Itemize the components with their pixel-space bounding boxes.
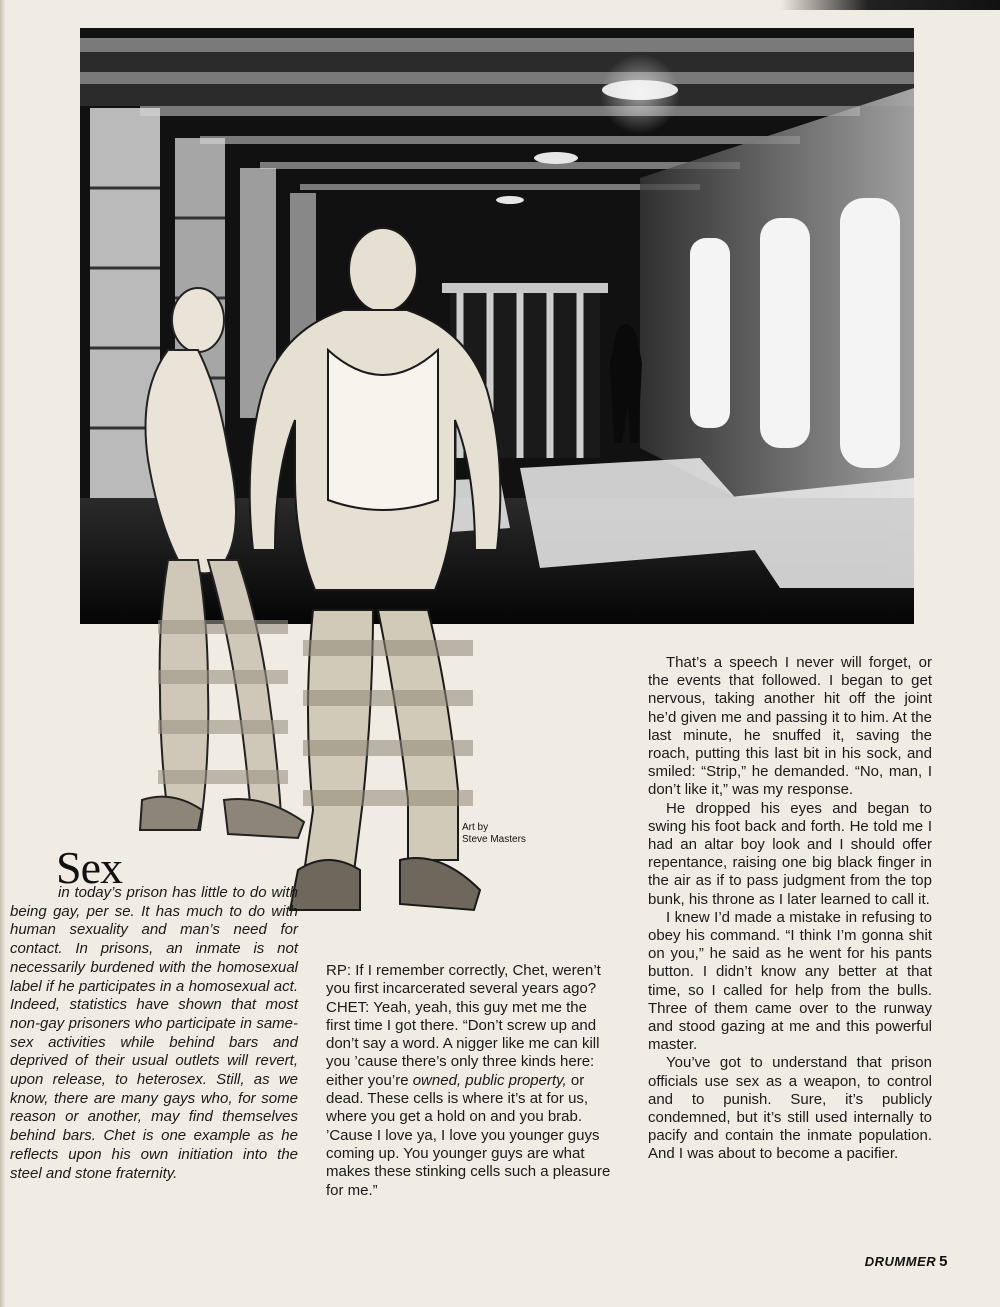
article-heading: Sex <box>56 842 122 893</box>
art-credit-line-1: Art by <box>462 822 489 833</box>
story-paragraph: He dropped his eyes and began to swing his foot back and forth. He told me I had an altar boy look and I should offer repentance, raising one big black finger in the air as if to pass judgment from the top bunk, his throne as I later learned to call it. <box>648 799 932 908</box>
chet-answer <box>326 999 612 1200</box>
chet-text-b: or dead. These cells is where it’s at for us, where you get a hold on and you brab. ’Cause I love ya, I love you younger guys coming up. You younger guys are what makes these stinking cells such a pleasure for me.” <box>326 1071 611 1199</box>
intro-column <box>10 884 298 1183</box>
rp-label: RP: <box>326 962 352 979</box>
page-edge-shadow <box>0 0 6 1307</box>
page-number: 5 <box>939 1253 948 1270</box>
intro-paragraph: in today’s prison has little to do with being gay, per se. It has much to do with human sexuality and man’s need for contact. In prisons, an inmate is not necessarily burdened with the homosexual label if he participates in a homosexual act. Indeed, statistics have shown that most non-gay prisoners who participate in same-sex activities while behind bars and deprived of their usual outlets will revert, upon release, to heterosex. Still, as we know, there are many gays who, for some reason or another, may find themselves behind bars. Chet is one example as he reflects upon his own initiation into the steel and stone fraternity. <box>10 884 298 1182</box>
story-paragraph: You’ve got to understand that prison officials use sex as a weapon, to control and to punish. Sure, it’s publicly condemned, but it’s still used internally to pacify and contain the inmate population. And I was about to become a pacifier. <box>648 1054 932 1163</box>
art-credit <box>462 822 572 846</box>
rp-text: If I remember correctly, Chet, weren’t you first incarcerated several years ago? <box>326 962 601 998</box>
art-credit-line-2: Steve Masters <box>462 834 526 845</box>
chet-text-a: Yeah, yeah, this guy met me the first time I got there. “Don’t screw up and don’t say a word. A nigger like me can kill you ’cause there’s only three kinds here: either you’re <box>326 998 600 1089</box>
center-figure <box>250 228 501 910</box>
interview-column <box>326 962 612 1200</box>
rp-question <box>326 962 612 999</box>
chet-emphasis: owned, public property, <box>412 1071 567 1089</box>
figure-drawing <box>128 200 548 930</box>
story-paragraph: I knew I’d made a mistake in refusing to obey his command. “I think I’m gonna shit on you,” he said as he went for his pants button. I didn’t know any better at that time, so I called for help from the bulls. Three of them came over to the runway and stood gazing at me and this powerful master. <box>648 908 932 1054</box>
story-paragraph: That’s a speech I never will forget, or the events that followed. I began to get nervous, taking another hit off the joint he’d given me and passing it to him. At the last minute, he snuffed it, saving the roach, putting this last bit in his sock, and smiled: “Strip,” he demanded. “No, man, I don’t like it,” was my response. <box>648 654 932 799</box>
page-folio <box>838 1253 948 1270</box>
magazine-name: DRUMMER <box>864 1254 937 1269</box>
top-edge-print-bar <box>780 0 1000 10</box>
story-column <box>648 654 932 1164</box>
chet-label: CHET: <box>326 998 370 1016</box>
